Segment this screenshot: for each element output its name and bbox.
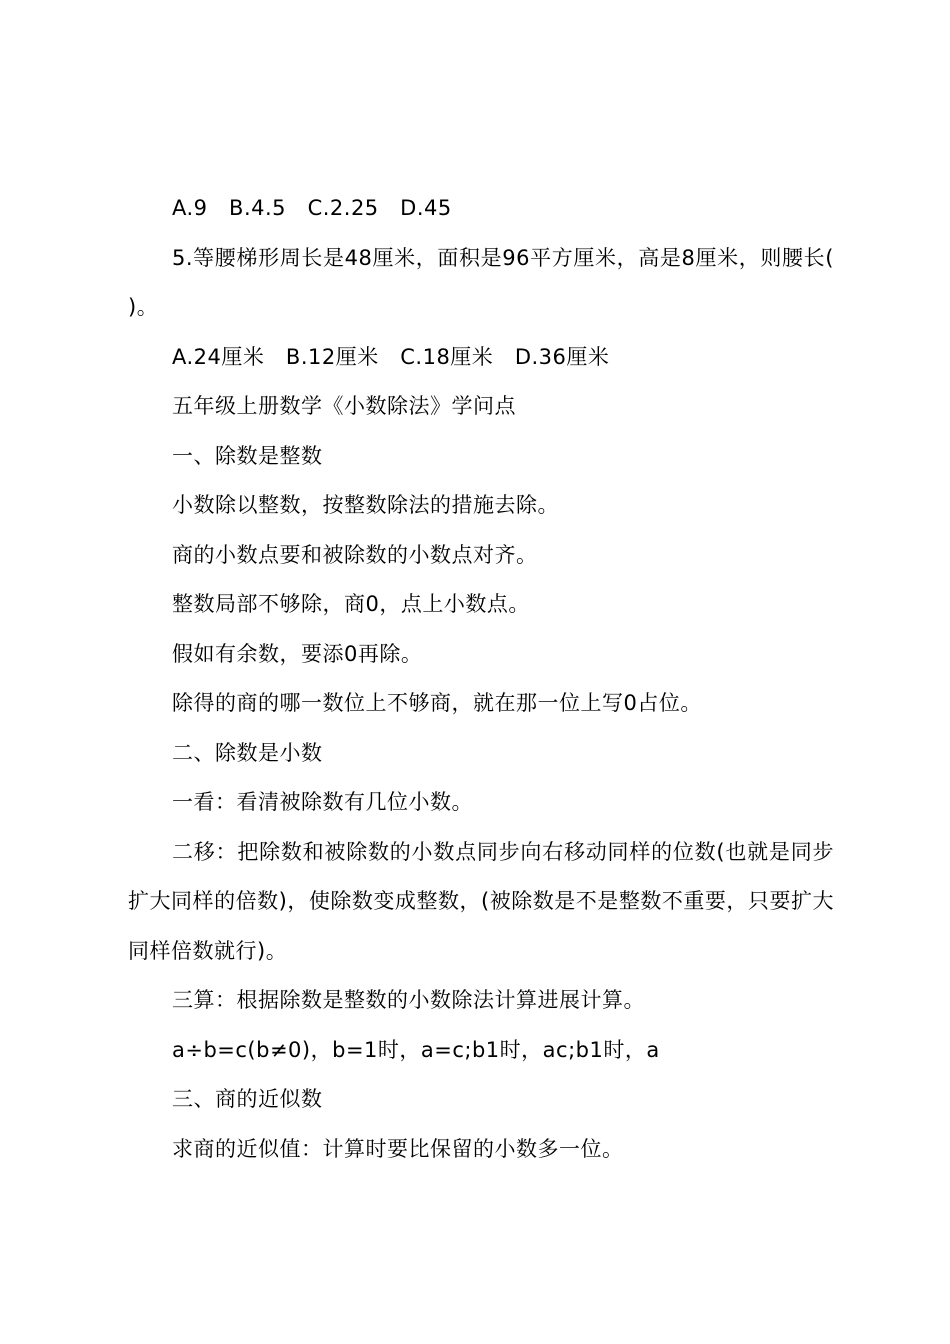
step-move: 二移：把除数和被除数的小数点同步向右移动同样的位数(也就是同步扩大同样的倍数)，使除数变成整数，(被除数是不是整数不重要，只要扩大同样倍数就行)。 xyxy=(128,839,834,963)
heading-approximation: 三、商的近似数 xyxy=(172,1087,323,1111)
rule-paragraph: 假如有余数，要添0再除。 xyxy=(172,641,423,666)
approximation-rule: 求商的近似值：计算时要比保留的小数多一位。 xyxy=(172,1136,624,1161)
rule-paragraph: 除得的商的哪一数位上不够商，就在那一位上写0占位。 xyxy=(172,691,702,715)
question-5-options: A.24厘米 B.12厘米 C.18厘米 D.36厘米 xyxy=(172,344,610,369)
formula-paragraph: a÷b=c(b≠0)，b=1时，a=c;b1时，ac;b1时，a xyxy=(172,1037,660,1062)
step-calculate: 三算：根据除数是整数的小数除法计算进展计算。 xyxy=(172,988,645,1012)
question-5-text: 5.等腰梯形周长是48厘米，面积是96平方厘米，高是8厘米，则腰长( )。 xyxy=(128,245,856,319)
heading-divisor-integer: 一、除数是整数 xyxy=(172,443,323,468)
document-body xyxy=(128,184,856,1174)
section-title: 五年级上册数学《小数除法》学问点 xyxy=(172,394,516,418)
rule-paragraph: 整数局部不够除，商0，点上小数点。 xyxy=(172,592,530,616)
question-4-options: A.9 B.4.5 C.2.25 D.45 xyxy=(172,196,452,220)
step-look: 一看：看清被除数有几位小数。 xyxy=(172,790,473,814)
heading-divisor-decimal: 二、除数是小数 xyxy=(172,740,323,765)
rule-paragraph: 商的小数点要和被除数的小数点对齐。 xyxy=(172,542,538,567)
rule-paragraph: 小数除以整数，按整数除法的措施去除。 xyxy=(172,493,559,517)
